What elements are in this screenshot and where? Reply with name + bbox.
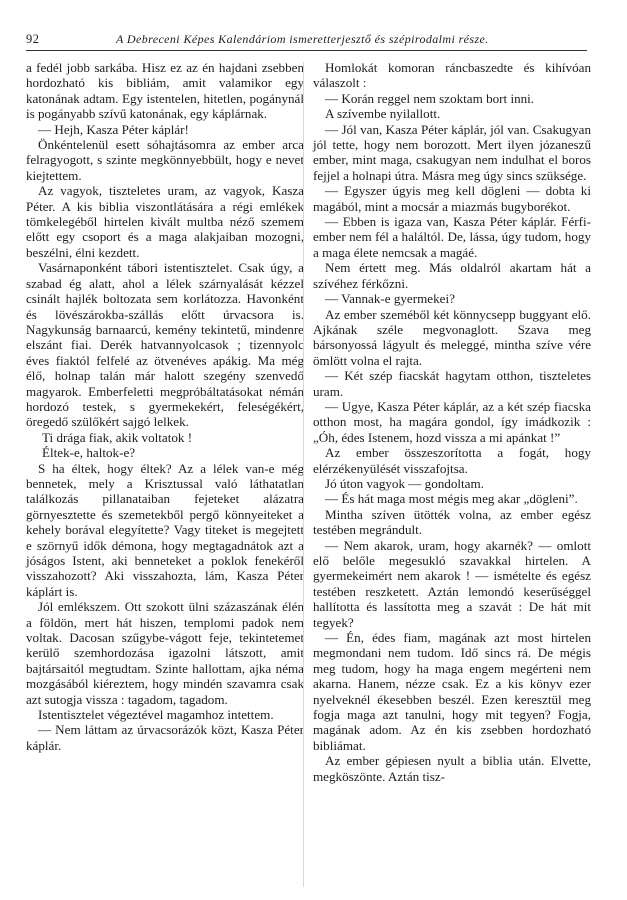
right-column [313,60,591,784]
paragraph: Az ember szeméből két könnycsepp buggyant elő. Ajkának széle megvonaglott. Szava meg bársonyossá lágyult és meleggé, mintha szíve vére ömlött volna el rajta. [313,306,591,368]
paragraph: — És hát maga most mégis meg akar „dögleni”. [325,491,578,507]
paragraph: — Ebben is igaza van, Kasza Péter káplár. Férfi-ember nem fél a haláltól. De, lássa, úgy tudom, hogy a maga élete nemcsak a magáé. [313,214,591,260]
paragraph: a fedél jobb sarkába. Hisz ez az én hajdani zsebben hordozható kis bibliám, amit valamikor egy katonának adtam. Egy istentelen, hitetlen, pogánynál is pogányabb szívű katonának, egy káplárnak. [26,60,304,122]
verse-line: Ti drága fiak, akik voltatok ! [42,429,193,445]
header-rule [26,50,587,51]
paragraph: Jól emlékszem. Ott szokott ülni százaszának élén a földön, mert hát hiszen, templomi padok nem voltak. Dacosan szűgybe-vágott feje, tekintetemet kerülő szemhordozása igazolni látszott, amit bajtársaitól megtudtam. Szinte hallottam, ajka néma mozgásából kiéreztem, hogy mindén szavamra csak azt sutogja vissza : tagadom, tagadom. [26,599,304,707]
paragraph: Jó úton vagyok — gondoltam. [325,475,484,491]
paragraph: Az vagyok, tiszteletes uram, az vagyok, Kasza Péter. A kis biblia viszontlátására a régi emlékek tömkelegéből hirtelen kivált multba néző szemem előtt egy csoport és a maga alakjaiban mozogni, beszélni, élni kezdett. [26,183,304,260]
column-divider [303,62,304,887]
paragraph: — Hejh, Kasza Péter káplár! [38,121,189,137]
left-column [26,60,304,753]
paragraph: Önkéntelenül esett sóhajtásomra az ember arca felragyogott, s szinte megkönnyebbült, hogy e nevet kiejtettem. [26,137,304,183]
paragraph: — Két szép fiacskát hagytam otthon, tiszteletes uram. [313,368,591,399]
paragraph: — Én, édes fiam, magának azt most hirtelen megmondani nem tudom. Idő sincs rá. De mégis meg tudom, hogy ha maga engem megérteni nem akarna. Hanem, nézze csak. Ez a kis könyv ezer nyelveknél ékesebben beszél. Ezen keresztül meg fogja maga azt tanulni, hogy mit tegyen? Fogja, magának adom. Az én kis zsebben hordozható bibliámat. [313,630,591,753]
page-header [26,30,587,48]
paragraph: — Jól van, Kasza Péter káplár, jól van. Csakugyan jól tette, hogy nem borozott. Mert ilyen józaneszű ember, mint maga, csakugyan nem indulhat el boros fejjel a holnapi útra. Másra meg úgy sincs szüksége. [313,121,591,183]
paragraph: — Korán reggel nem szoktam bort inni. [325,90,535,106]
paragraph: Istentisztelet végeztével magamhoz intettem. [38,707,274,723]
paragraph: Nem értett meg. Más oldalról akartam hát a szívéhez férkőzni. [313,260,591,291]
paragraph: Az ember gépiesen nyult a biblia után. Elvette, megköszönte. Aztán tisz- [313,753,591,784]
paragraph: S ha éltek, hogy éltek? Az a lélek van-e még bennetek, mely a Krisztussal való láthatatlan találkozás pillanataiban fejeteket alázatra görnyesztette és szemetekből pergő könnyeiteket a kehely borával elegyítette? Vagy titeket is megejtett e szörnyű idők démona, hogy megtagadnátok azt a jóságos Istent, aki benneteket a poklok fenekéről visszahozott? Aki visszahozta, lám, Kasza Péter káplárt is. [26,460,304,599]
verse-line: Éltek-e, haltok-e? [42,445,136,461]
paragraph: — Nem láttam az úrvacsorázók közt, Kasza Péter káplár. [26,722,304,753]
paragraph: — Nem akarok, uram, hogy akarnék? — omlott elő belőle megesukló szavakkal hirtelen. A gyermekeimért nem akarok ! — ismételte és egész testében reszketett. Aztán lemondó keserűséggel hallította és lassította meg a szavát : De hát mit tegyek? [313,537,591,630]
paragraph: Vasárnaponként tábori istentisztelet. Csak úgy, a szabad ég alatt, ahol a lélek szárnyalását kézzel csinált hajlék boltozata sem korlátozza. Havonként és lövészárokba-szállás előtt úrvacsora is. Nagykunság barnaarcú, kemény tekintetű, mindenre elszánt fiai. Derék hatvannyolcasok ; tizennyolc éves fiaktól felfelé az ötvenéves apákig. Ma még élő, holnap talán már halott szegény szenvedő magyarok. Emberfeletti megpróbáltatásokat némán hordozó testek, s gyermekekért, feleségékért, öregedő szülőkért sajgó lelkek. [26,260,304,430]
paragraph: Az ember összeszorította a fogát, hogy elérzékenyülését visszafojtsa. [313,445,591,476]
paragraph: Homlokát komoran ráncbaszedte és kihívóan válaszolt : [313,60,591,91]
page-number: 92 [26,32,40,46]
paragraph: — Vannak-e gyermekei? [325,291,455,307]
paragraph: — Egyszer úgyis meg kell dögleni — dobta ki magából, mint a mocsár a miazmás bugyborékot. [313,183,591,214]
running-head: A Debreceni Képes Kalendáriom ismeretterjesztő és szépirodalmi része. [116,32,489,46]
paragraph: — Ugye, Kasza Péter káplár, az a két szép fiacska otthon most, ha magára gondol, így imádkozik : „Óh, édes Istenem, hozd vissza a mi apánkat !” [313,398,591,445]
paragraph: A szívembe nyilallott. [325,106,441,122]
paragraph: Mintha szíven ütötték volna, az ember egész testében megrándult. [313,506,591,538]
